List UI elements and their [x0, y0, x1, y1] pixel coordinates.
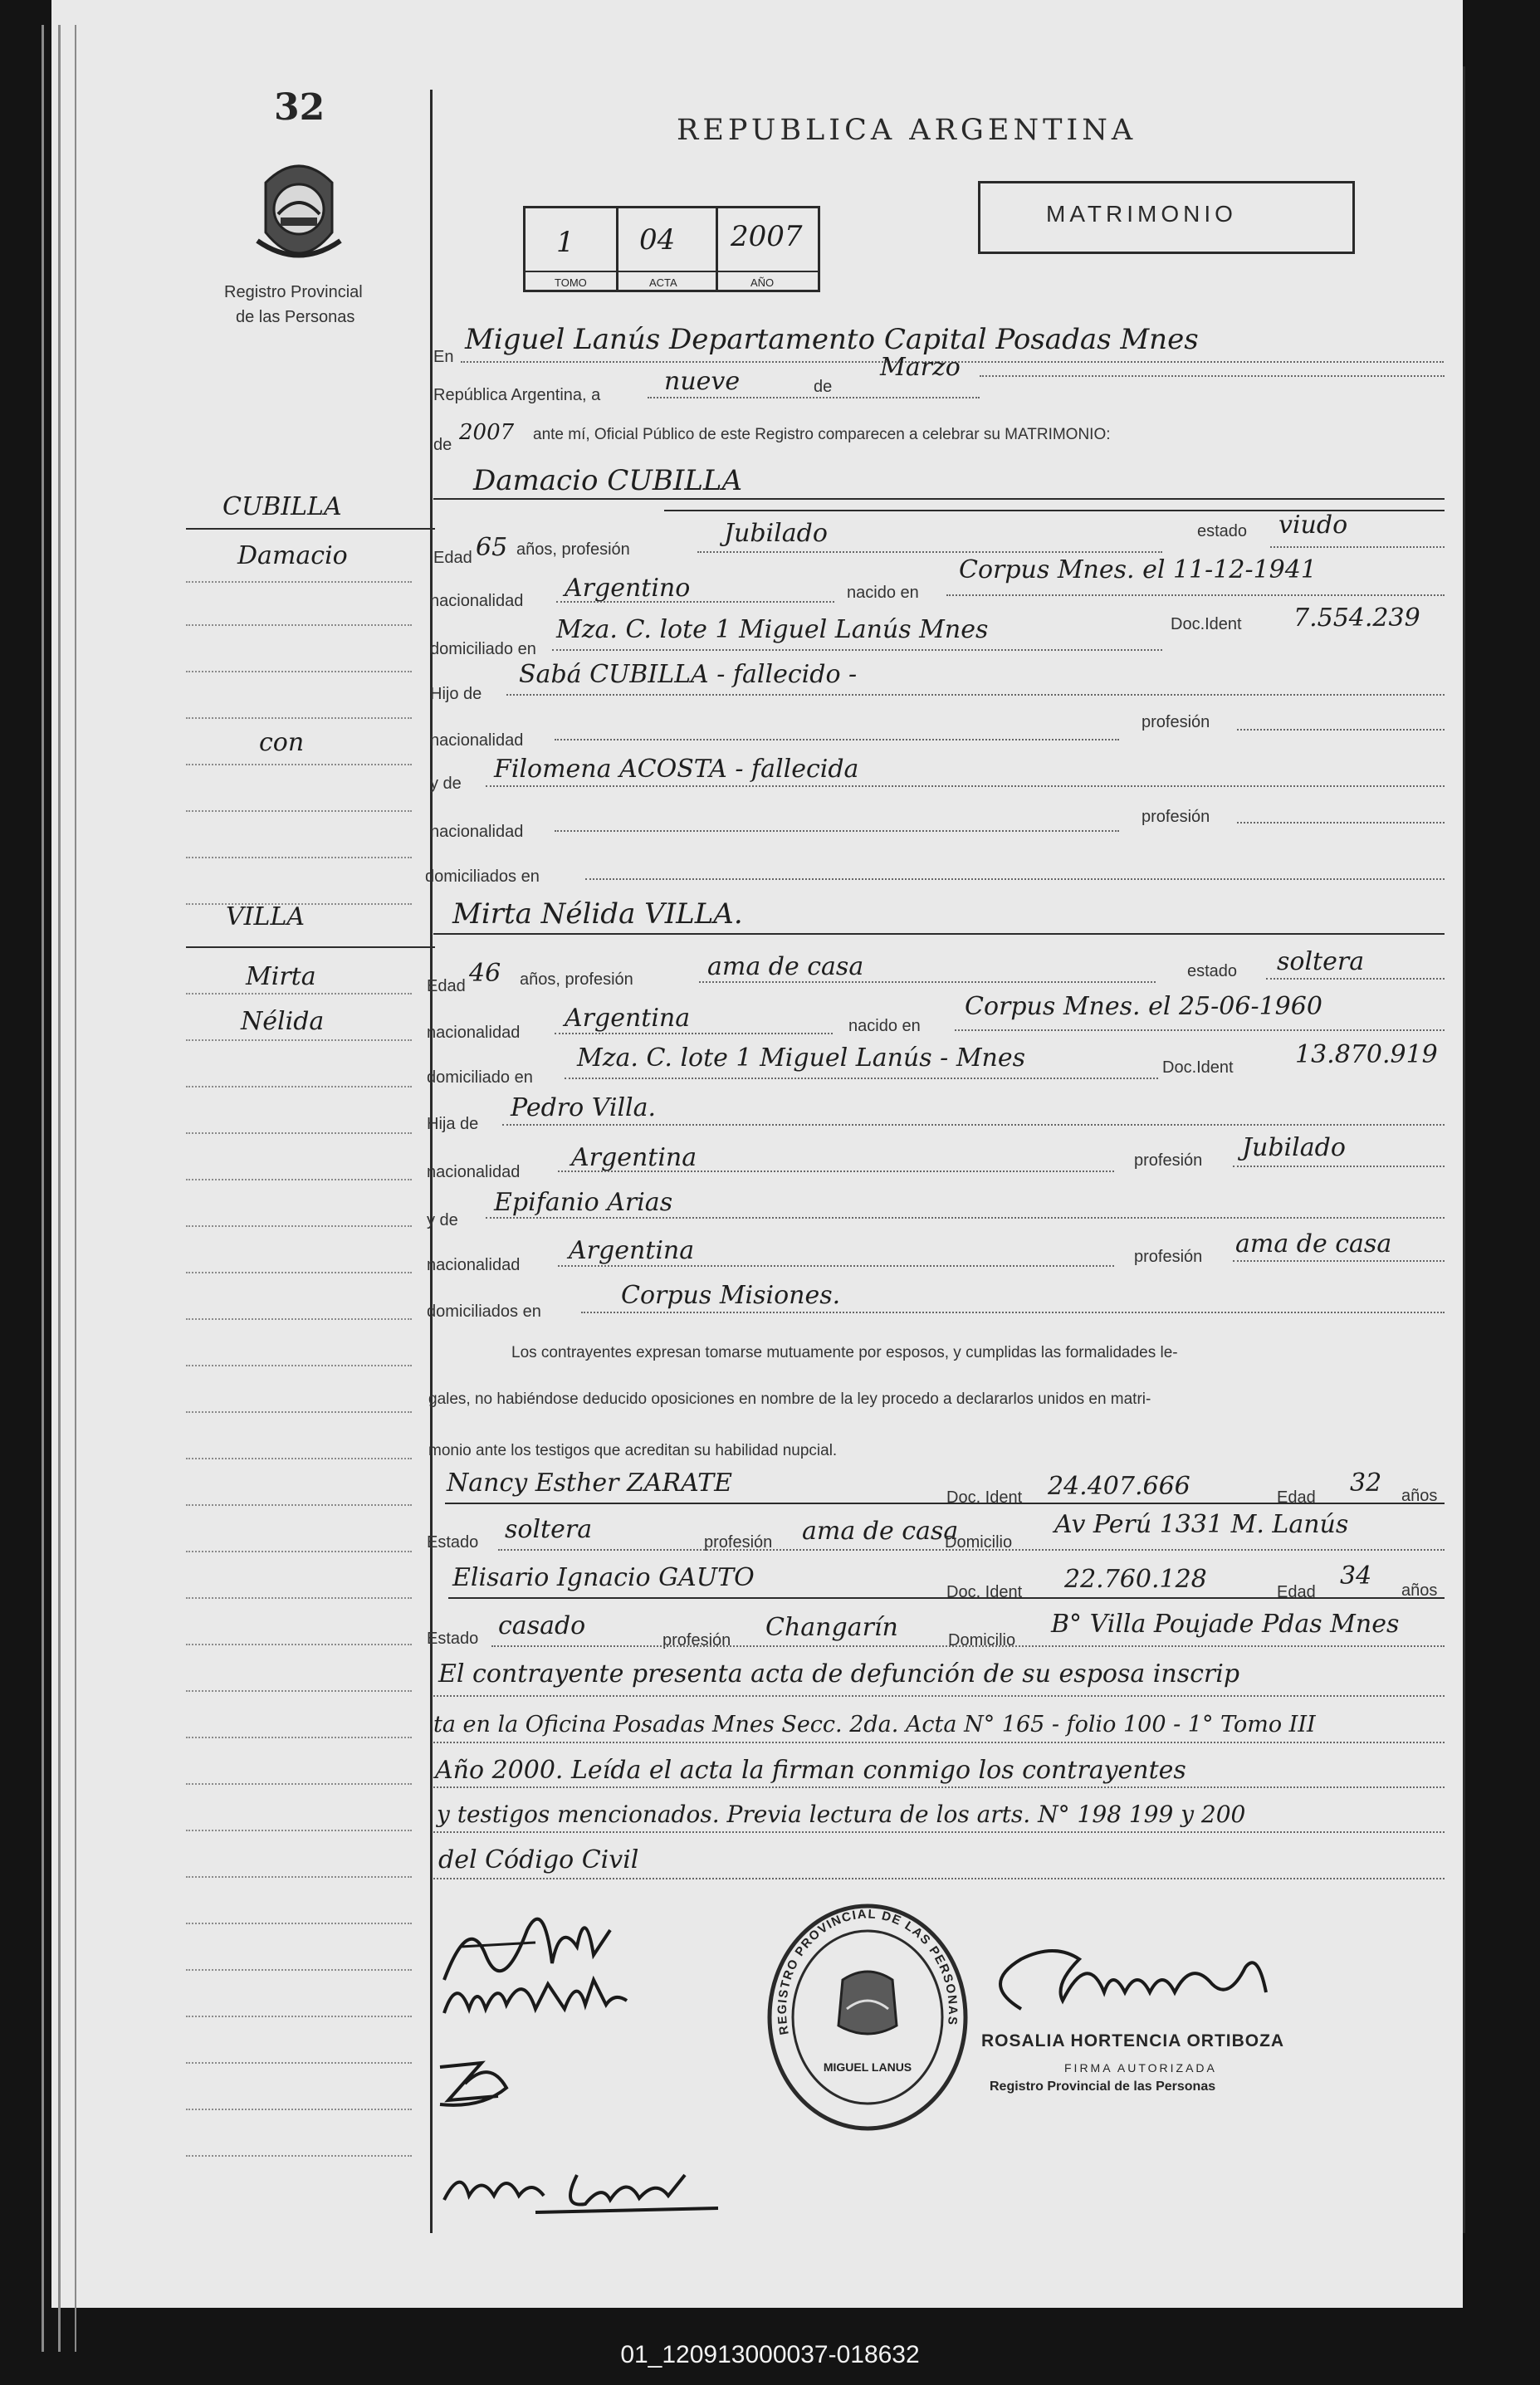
label-profesion: profesión — [1134, 1151, 1203, 1170]
reference-box-divider — [616, 206, 618, 290]
seal-outer-text: REGISTRO PROVINCIAL DE LAS PERSONAS — [775, 1907, 961, 2036]
label-nacionalidad: nacionalidad — [430, 592, 524, 610]
label-y-de: y de — [427, 1211, 458, 1229]
margin-bride-first2: Nélida — [241, 1007, 325, 1036]
margin-rule — [186, 1923, 412, 1924]
margin-rule — [186, 1876, 412, 1878]
groom-nationality: Argentino — [565, 574, 691, 603]
label-domiciliado-en: domiciliado en — [430, 640, 536, 658]
field-line — [565, 1078, 1158, 1079]
groom-name: Damacio CUBILLA — [473, 464, 743, 497]
note-line4: y testigos mencionados. Previa lectura de los arts. N° 198 199 y 200 — [437, 1801, 1246, 1828]
seal-inner-text: MIGUEL LANUS — [823, 2060, 912, 2074]
margin-rule — [186, 624, 412, 626]
label-profesion: profesión — [1134, 1248, 1203, 1266]
witness1-document: 24.407.666 — [1048, 1472, 1190, 1501]
field-line — [433, 1742, 1445, 1743]
label-y-de: y de — [430, 775, 462, 793]
margin-rule — [186, 1365, 412, 1366]
margin-rule — [186, 1969, 412, 1971]
margin-rule — [186, 1690, 412, 1692]
place-value: Miguel Lanús Departamento Capital Posadas Mnes — [465, 323, 1199, 356]
reference-box-divider — [523, 271, 818, 272]
field-line — [433, 1831, 1445, 1833]
label-domiciliados-en: domiciliados en — [427, 1302, 541, 1321]
witness2-document: 22.760.128 — [1064, 1565, 1207, 1594]
bride-signature — [440, 1967, 631, 2026]
field-line — [1266, 978, 1445, 980]
month-value: Marzo — [880, 353, 961, 382]
margin-rule — [186, 1272, 412, 1273]
field-line — [585, 878, 1445, 880]
label-profesion: profesión — [704, 1533, 773, 1552]
label-nacionalidad: nacionalidad — [427, 1163, 521, 1181]
page-number: 32 — [274, 86, 325, 129]
field-line — [498, 1549, 1445, 1551]
groom-profession: Jubilado — [724, 519, 828, 548]
margin-rule — [186, 857, 412, 858]
margin-bride-first1: Mirta — [246, 962, 316, 991]
field-line — [433, 1878, 1445, 1879]
groom-mother: Filomena ACOSTA - fallecida — [494, 755, 859, 784]
groom-father: Sabá CUBILLA - fallecido - — [519, 660, 858, 689]
label-estado: estado — [1187, 962, 1238, 980]
registry-name-line1: Registro Provincial — [224, 283, 363, 301]
ano-label: AÑO — [750, 276, 775, 289]
margin-rule — [186, 2109, 412, 2110]
label-domiciliados-en: domiciliados en — [425, 867, 540, 886]
acta-value: 04 — [639, 223, 676, 257]
field-line — [1233, 1166, 1445, 1167]
margin-rule — [186, 1551, 412, 1552]
official-signature — [971, 1934, 1287, 2026]
name-underline — [433, 933, 1445, 935]
margin-rule — [186, 1132, 412, 1134]
field-line — [502, 1124, 1445, 1126]
bride-name: Mirta Nélida VILLA. — [452, 897, 743, 931]
page-edge — [58, 25, 61, 2352]
label-edad: Edad — [433, 549, 472, 567]
official-name: ROSALIA HORTENCIA ORTIBOZA — [981, 2031, 1285, 2050]
right-frame-line — [1463, 66, 1465, 2233]
label-nacionalidad: nacionalidad — [427, 1256, 521, 1274]
bride-document: 13.870.919 — [1295, 1040, 1438, 1069]
label-domiciliado-en: domiciliado en — [427, 1068, 533, 1087]
official-office: Registro Provincial de las Personas — [990, 2080, 1216, 2094]
label-hija-de: Hija de — [427, 1115, 479, 1133]
margin-groom-first: Damacio — [237, 541, 348, 570]
field-line — [1237, 729, 1445, 731]
label-profesion: profesión — [1142, 808, 1210, 826]
margin-rule — [186, 1504, 412, 1506]
label-documento: Doc.Ident — [1171, 615, 1242, 633]
left-frame-line — [430, 90, 433, 2233]
bride-domicile: Mza. C. lote 1 Miguel Lanús - Mnes — [577, 1043, 1026, 1073]
witness1-domicile: Av Perú 1331 M. Lanús — [1054, 1510, 1349, 1539]
acta-label: ACTA — [649, 276, 677, 289]
republica-label: República Argentina, a — [433, 386, 601, 404]
declaration-line1: Los contrayentes expresan tomarse mutuamente por esposos, y cumplidas las formalidades le- — [511, 1344, 1178, 1361]
name-underline — [433, 498, 1445, 500]
label-doc-ident: Doc. Ident — [946, 1583, 1023, 1601]
bride-father-nationality: Argentina — [571, 1143, 697, 1172]
label-nacido-en: nacido en — [848, 1017, 921, 1035]
note-line2: ta en la Oficina Posadas Mnes Secc. 2da. Acta N° 165 - folio 100 - 1° Tomo III — [433, 1712, 1316, 1737]
tomo-label: TOMO — [555, 276, 587, 289]
margin-rule — [186, 581, 412, 583]
label-profesion: profesión — [662, 1631, 731, 1649]
reference-box-divider — [716, 206, 718, 290]
field-line — [433, 1786, 1445, 1788]
bride-profession: ama de casa — [707, 952, 864, 981]
label-estado: Estado — [427, 1533, 479, 1552]
label-edad: Edad — [1277, 1488, 1316, 1507]
margin-rule — [186, 1086, 412, 1087]
official-title: FIRMA AUTORIZADA — [1064, 2061, 1217, 2075]
bride-mother-nationality: Argentina — [569, 1236, 695, 1265]
witness2-signature — [436, 2158, 735, 2225]
label-edad: Edad — [427, 977, 466, 995]
bride-marital-status: soltera — [1277, 947, 1365, 976]
declaration-line3: monio ante los testigos que acreditan su habilidad nupcial. — [428, 1442, 838, 1459]
label-nacionalidad: nacionalidad — [430, 731, 524, 750]
bride-father: Pedro Villa. — [511, 1093, 657, 1122]
margin-bride-surname: VILLA — [226, 902, 306, 931]
bride-parents-domicile: Corpus Misiones. — [621, 1281, 841, 1310]
witness2-profession: Changarín — [765, 1613, 898, 1642]
bride-father-profession: Jubilado — [1242, 1133, 1346, 1162]
margin-rule — [186, 764, 412, 765]
margin-groom-surname: CUBILLA — [222, 492, 342, 521]
label-domicilio: Domicilio — [945, 1533, 1013, 1552]
label-hijo-de: Hijo de — [430, 685, 482, 703]
margin-separator — [186, 946, 435, 948]
margin-rule — [186, 1318, 412, 1320]
bride-born-in: Corpus Mnes. el 25-06-1960 — [965, 992, 1322, 1021]
label-nacido-en: nacido en — [847, 584, 919, 602]
note-line1: El contrayente presenta acta de defunción de su esposa inscrip — [438, 1659, 1240, 1689]
label-profesion: profesión — [1142, 713, 1210, 731]
witness2-age: 34 — [1340, 1561, 1372, 1591]
field-line — [648, 397, 980, 398]
bride-age: 46 — [469, 959, 501, 988]
margin-rule — [186, 1644, 412, 1645]
field-line — [491, 1645, 1445, 1647]
groom-domicile: Mza. C. lote 1 Miguel Lanús Mnes — [556, 615, 989, 644]
margin-rule — [186, 1597, 412, 1599]
bride-nationality: Argentina — [565, 1004, 691, 1033]
margin-rule — [186, 1225, 412, 1227]
label-estado: estado — [1197, 522, 1248, 540]
field-line — [552, 649, 1162, 651]
field-line — [946, 594, 1445, 596]
registry-seal-icon — [764, 1901, 971, 2133]
margin-rule — [186, 1039, 412, 1041]
margin-rule — [186, 2016, 412, 2017]
field-line — [980, 375, 1445, 377]
bride-mother-profession: ama de casa — [1235, 1229, 1392, 1258]
margin-rule — [186, 1830, 412, 1831]
witness2-status: casado — [498, 1611, 586, 1640]
margin-rule — [186, 2155, 412, 2157]
margin-separator — [186, 528, 435, 530]
label-estado: Estado — [427, 1630, 479, 1648]
field-line — [699, 981, 1156, 983]
witness1-signature — [432, 2050, 523, 2117]
witness1-status: soltera — [505, 1515, 593, 1544]
witness2-name: Elisario Ignacio GAUTO — [452, 1563, 755, 1592]
margin-rule — [186, 1783, 412, 1785]
label-anos-profesion: años, profesión — [516, 540, 630, 559]
field-line — [506, 694, 1445, 696]
groom-born-in: Corpus Mnes. el 11-12-1941 — [959, 555, 1317, 584]
page-edge — [75, 25, 76, 2352]
tomo-value: 1 — [556, 226, 574, 259]
label-nacionalidad: nacionalidad — [430, 823, 524, 841]
margin-rule — [186, 810, 412, 812]
field-line — [486, 785, 1445, 787]
en-label: En — [433, 348, 454, 366]
groom-document: 7.554.239 — [1293, 604, 1420, 633]
label-anos: años — [1401, 1581, 1438, 1600]
field-line — [555, 830, 1119, 832]
field-line — [486, 1217, 1445, 1219]
bride-mother: Epifanio Arias — [494, 1188, 673, 1217]
label-nacionalidad: nacionalidad — [427, 1024, 521, 1042]
footer-file-id: 01_120913000037-018632 — [620, 2341, 920, 2368]
margin-rule — [186, 993, 412, 995]
label-edad: Edad — [1277, 1583, 1316, 1601]
field-line — [558, 1171, 1114, 1172]
field-line — [581, 1312, 1445, 1313]
de-label: de — [814, 378, 833, 396]
margin-rule — [186, 1458, 412, 1459]
margin-rule — [186, 2062, 412, 2064]
margin-rule — [186, 671, 412, 672]
field-line — [558, 1265, 1114, 1267]
witness1-name: Nancy Esther ZARATE — [447, 1469, 733, 1498]
field-line — [1237, 822, 1445, 824]
field-line — [556, 601, 834, 603]
field-line — [1270, 546, 1445, 548]
de-year-label: de — [433, 436, 452, 454]
margin-con: con — [259, 728, 305, 757]
groom-marital-status: viudo — [1278, 511, 1348, 540]
note-line3: Año 2000. Leída el acta la firman conmigo los contrayentes — [435, 1756, 1186, 1785]
margin-rule — [186, 1179, 412, 1180]
intro-statement: ante mí, Oficial Público de este Registro comparecen a celebrar su MATRIMONIO: — [533, 426, 1111, 443]
field-line — [433, 1695, 1445, 1697]
declaration-line2: gales, no habiéndose deducido oposiciones en nombre de la ley procedo a declararlos unidos en matri- — [428, 1390, 1151, 1408]
provincial-crest-icon — [249, 149, 349, 274]
page-edge — [42, 25, 44, 2352]
certificate-type: MATRIMONIO — [1046, 201, 1237, 227]
margin-rule — [186, 1737, 412, 1738]
registry-name-line2: de las Personas — [236, 308, 355, 326]
year-value: 2007 — [459, 420, 515, 445]
label-anos-profesion: años, profesión — [520, 970, 633, 989]
field-line — [697, 551, 1162, 553]
witness2-domicile: B° Villa Poujade Pdas Mnes — [1051, 1610, 1400, 1639]
day-value: nueve — [664, 367, 741, 396]
witness1-age: 32 — [1350, 1469, 1382, 1498]
groom-age: 65 — [476, 533, 508, 562]
label-doc-ident: Doc. Ident — [946, 1488, 1023, 1507]
margin-rule — [186, 1411, 412, 1413]
field-line — [555, 1033, 833, 1034]
note-line5: del Código Civil — [438, 1845, 639, 1874]
ano-value: 2007 — [731, 220, 803, 253]
label-anos: años — [1401, 1487, 1438, 1505]
country-title: REPUBLICA ARGENTINA — [677, 114, 1137, 147]
witness1-profession: ama de casa — [802, 1517, 959, 1546]
field-line — [1233, 1260, 1445, 1262]
label-documento: Doc.Ident — [1162, 1058, 1234, 1077]
label-domicilio: Domicilio — [948, 1631, 1016, 1649]
margin-rule — [186, 717, 412, 719]
field-line — [555, 739, 1119, 740]
field-line — [955, 1029, 1445, 1031]
